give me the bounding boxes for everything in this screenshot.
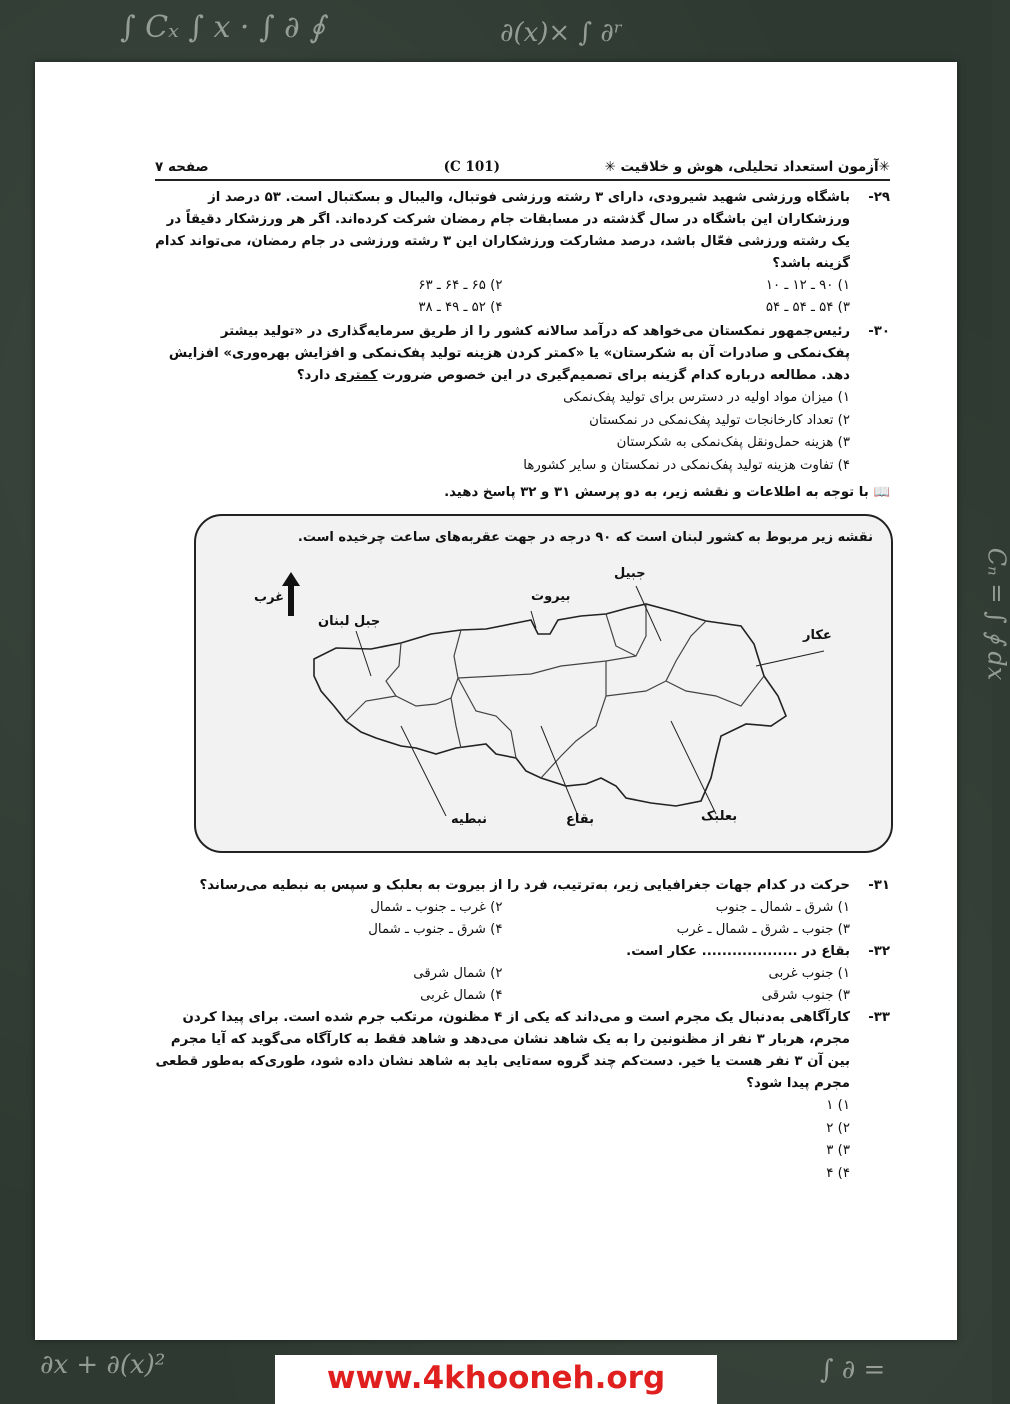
stem-text-end: دارد؟ (296, 368, 331, 383)
question-stem: کارآگاهی به‌دنبال یک مجرم است و می‌داند که یکی از ۴ مظنون، مرتکب جرم شده است. برای پیدا کردن مجرم، هربار ۳ نفر از مظنونین را به یک شاهد نشان می‌دهد و شاهد فقط به کارآگاه می‌گوید که آیا مجرم بین آن ۳ نفر هست یا خیر. دست‌کم چند گروه سه‌تایی باید به شاهد نشان داده شود، طوری‌که به‌طور قطعی مجرم پیدا شود؟ (155, 1010, 850, 1091)
question-stem: بقاع در ................... عکار است. (626, 944, 850, 959)
option-2[interactable]: ۲) تعداد کارخانجات تولید پفک‌نمکی در نمکستان (589, 412, 850, 428)
question-33 (155, 1007, 890, 1185)
stem-text: رئیس‌جمهور نمکستان می‌خواهد که درآمد سالانه کشور را از طریق سرمایه‌گذاری در «تولید بیشتر پفک‌نمکی و صادرات آن به شکرستان» یا «کمتر کردن هزینه تولید پفک‌نمکی و افزایش بهره‌وری» افزایش دهد. مطالعه درباره کدام گزینه برای تصمیم‌گیری در این خصوص ضرورت (168, 324, 850, 383)
label-mount-lebanon: جبل لبنان (318, 614, 381, 629)
option-3[interactable]: ۳) هزینه حمل‌ونقل پفک‌نمکی به شکرستان (616, 435, 850, 450)
option-3[interactable]: ۳) جنوب شرقی (761, 988, 850, 1003)
chalk-scribble: ∫ ∂ = (820, 1355, 886, 1385)
question-31 (155, 875, 890, 941)
province-borders (346, 604, 764, 778)
option-4[interactable]: ۴) تفاوت هزینه تولید پفک‌نمکی در نمکستان و سایر کشورها (523, 457, 850, 473)
chalk-scribble: ∂(x)× ∫ ∂ʳ (500, 18, 623, 48)
question-stem: باشگاه ورزشی شهید شیرودی، دارای ۳ رشته ورزشی فوتبال، والیبال و بسکتبال است. ۵۳ درصد از ورزشکاران این باشگاه در سال گذشته در مسابقات جام رمضان شرکت کرده‌اند. اگر هر ورزشکار دقیقاً در یک رشته ورزشی فعّال باشد، درصد مشارکت ورزشکاران این ۳ رشته ورزشی در جام رمضان، می‌تواند کدام گزینه باشد؟ (155, 190, 850, 271)
option-4[interactable]: ۴) شمال غربی (420, 988, 503, 1003)
question-29 (155, 187, 890, 319)
exam-title: ✳آزمون استعداد تحلیلی، هوش و خلاقیت ✳ (604, 159, 890, 175)
page-content (155, 157, 890, 1185)
booklet-code: (101 C) (443, 159, 500, 175)
chalk-scribble: Cₙ = ∫ ∮ dx (982, 547, 1010, 681)
question-number: ۳۳- (868, 1010, 890, 1025)
country-outline (314, 604, 786, 806)
option-1[interactable]: ۱) شرق ـ شمال ـ جنوب (715, 900, 850, 915)
option-4[interactable]: ۴) شرق ـ جنوب ـ شمال (368, 922, 503, 937)
question-number: ۲۹- (868, 190, 890, 205)
page-number: صفحه ۷ (155, 159, 209, 175)
options (155, 275, 850, 319)
label-baalbek: بعلبک (701, 809, 738, 824)
map-caption: نقشه زیر مربوط به کشور لبنان است که ۹۰ درجه در جهت عقربه‌های ساعت چرخیده است. (297, 530, 873, 545)
page-header (155, 157, 890, 181)
option-1[interactable]: ۱) جنوب غربی (768, 966, 850, 981)
label-akkar: عکار (803, 628, 832, 643)
option-2[interactable]: ۲) ۲ (826, 1120, 850, 1136)
option-1[interactable]: ۱) ۹۰ ـ ۱۲ ـ ۱۰ (765, 278, 850, 293)
arrow-label: غرب (254, 590, 285, 605)
label-bekaa: بقاع (566, 812, 594, 827)
question-32 (155, 941, 890, 1007)
option-1[interactable]: ۱) میزان مواد اولیه در دسترس برای تولید پفک‌نمکی (563, 390, 850, 405)
question-stem (155, 321, 850, 387)
passage-intro (155, 485, 890, 500)
option-3[interactable]: ۳) جنوب ـ شرق ـ شمال ـ غرب (676, 922, 850, 937)
book-icon: 📖 (873, 485, 890, 500)
map-panel (194, 514, 893, 853)
leader-lines (356, 586, 824, 816)
option-3[interactable]: ۳) ۵۴ ـ ۵۴ ـ ۵۴ (765, 300, 850, 315)
label-beirut: بیروت (531, 589, 571, 604)
exam-page (35, 62, 957, 1340)
option-4[interactable]: ۴) ۵۲ ـ ۴۹ ـ ۳۸ (418, 300, 503, 315)
question-30 (155, 321, 890, 477)
direction-arrow (282, 572, 300, 616)
label-jebail: جبیل (614, 566, 646, 581)
options (155, 963, 850, 1007)
option-2[interactable]: ۲) ۶۵ ـ ۶۴ ـ ۶۳ (418, 278, 503, 293)
option-2[interactable]: ۲) شمال شرقی (413, 966, 503, 981)
question-number: ۳۰- (868, 324, 890, 339)
options (155, 897, 850, 941)
website-watermark: www.4khooneh.org (275, 1355, 717, 1404)
question-stem: حرکت در کدام جهات جغرافیایی زیر، به‌ترتیب، فرد را از بیروت به بعلبک و سپس به نبطیه می‌رساند؟ (199, 878, 850, 893)
chalk-scribble: ∫ Cₓ ∫ x · ∫ ∂ ∮ (120, 10, 325, 45)
option-2[interactable]: ۲) غرب ـ جنوب ـ شمال (370, 900, 503, 915)
option-3[interactable]: ۳) ۳ (826, 1143, 850, 1158)
lebanon-map (196, 516, 891, 851)
underlined-word: کمتری (335, 368, 378, 383)
intro-text: با توجه به اطلاعات و نقشه زیر، به دو پرسش ۳۱ و ۳۲ پاسخ دهید. (444, 485, 869, 500)
option-4[interactable]: ۴) ۴ (826, 1165, 850, 1181)
question-number: ۳۲- (868, 944, 890, 959)
question-number: ۳۱- (868, 878, 890, 893)
option-1[interactable]: ۱) ۱ (826, 1098, 850, 1113)
label-nabatieh: نبطیه (451, 812, 488, 827)
chalk-scribble: ∂x + ∂(x)² (40, 1350, 166, 1380)
